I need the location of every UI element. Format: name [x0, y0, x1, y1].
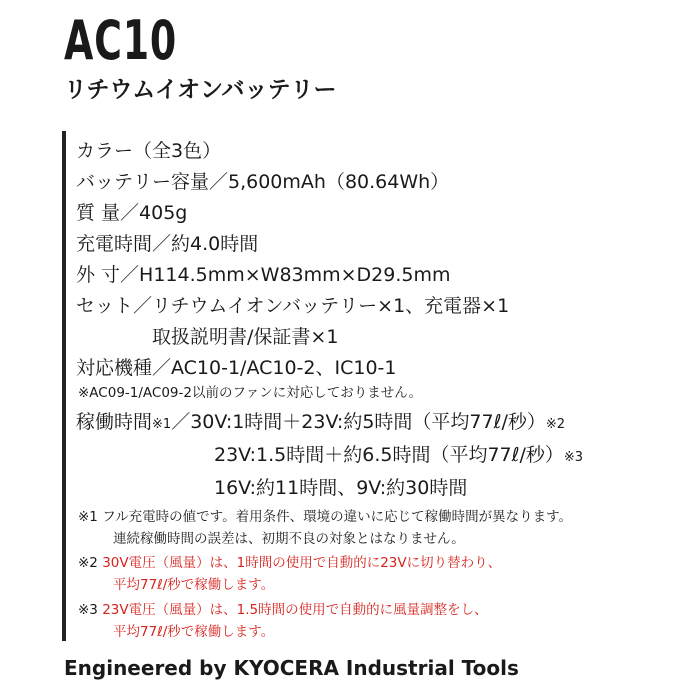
- product-title: AC10: [64, 9, 177, 72]
- note3-line1: [78, 604, 488, 618]
- vertical-divider: [62, 131, 66, 641]
- runtime-footnote-mark-1: ※1: [152, 417, 172, 432]
- spec-runtime-line2: [214, 446, 583, 465]
- runtime-footnote-mark-3: ※3: [563, 450, 584, 465]
- note2-line1: [78, 557, 501, 571]
- note3-line2: 平均77ℓ/秒で稼働します。: [113, 624, 275, 640]
- spec-runtime-line1: [76, 413, 565, 432]
- spec-set-line1: セット／リチウムイオンバッテリー×1、充電器×1: [76, 295, 510, 317]
- spec-compatible: 対応機種／AC10-1/AC10-2、IC10-1: [76, 357, 397, 379]
- note2-mark: ※2: [78, 555, 98, 571]
- note2-line2: 平均77ℓ/秒で稼働します。: [113, 577, 275, 593]
- runtime-label: 稼働時間: [76, 411, 153, 433]
- spec-dimensions: 外 寸／H114.5mm×W83mm×D29.5mm: [76, 264, 451, 286]
- spec-charge-time: 充電時間／約4.0時間: [76, 233, 259, 255]
- note1-line2: 連続稼働時間の誤差は、初期不良の対象とはなりません。: [113, 531, 465, 547]
- spec-set-line2: 取扱説明書/保証書×1: [152, 326, 339, 348]
- runtime-footnote-mark-2: ※2: [545, 417, 566, 432]
- footer-credit: Engineered by KYOCERA Industrial Tools: [64, 656, 519, 680]
- note1-line1: ※1 フル充電時の値です。着用条件、環境の違いに応じて稼働時間が異なります。: [78, 509, 572, 525]
- runtime-value-1: ／30V:1時間＋23V:約5時間（平均77ℓ/秒）: [171, 411, 546, 433]
- runtime-value-2: 23V:1.5時間＋約6.5時間（平均77ℓ/秒）: [214, 444, 564, 466]
- note3-mark: ※3: [78, 602, 98, 618]
- spec-weight: 質 量／405g: [76, 202, 188, 224]
- spec-color: カラー（全3色）: [76, 140, 222, 162]
- spec-runtime-line3: 16V:約11時間、9V:約30時間: [214, 477, 468, 499]
- product-subtitle: リチウムイオンバッテリー: [64, 77, 337, 103]
- spec-capacity: バッテリー容量／5,600mAh（80.64Wh）: [76, 171, 450, 193]
- note3-text: 23V電圧（風量）は、1.5時間の使用で自動的に風量調整をし、: [102, 602, 488, 618]
- spec-compatible-note: ※AC09-1/AC09-2以前のファンに対応しておりません。: [78, 385, 423, 401]
- note2-text: 30V電圧（風量）は、1時間の使用で自動的に23Vに切り替わり、: [102, 555, 502, 571]
